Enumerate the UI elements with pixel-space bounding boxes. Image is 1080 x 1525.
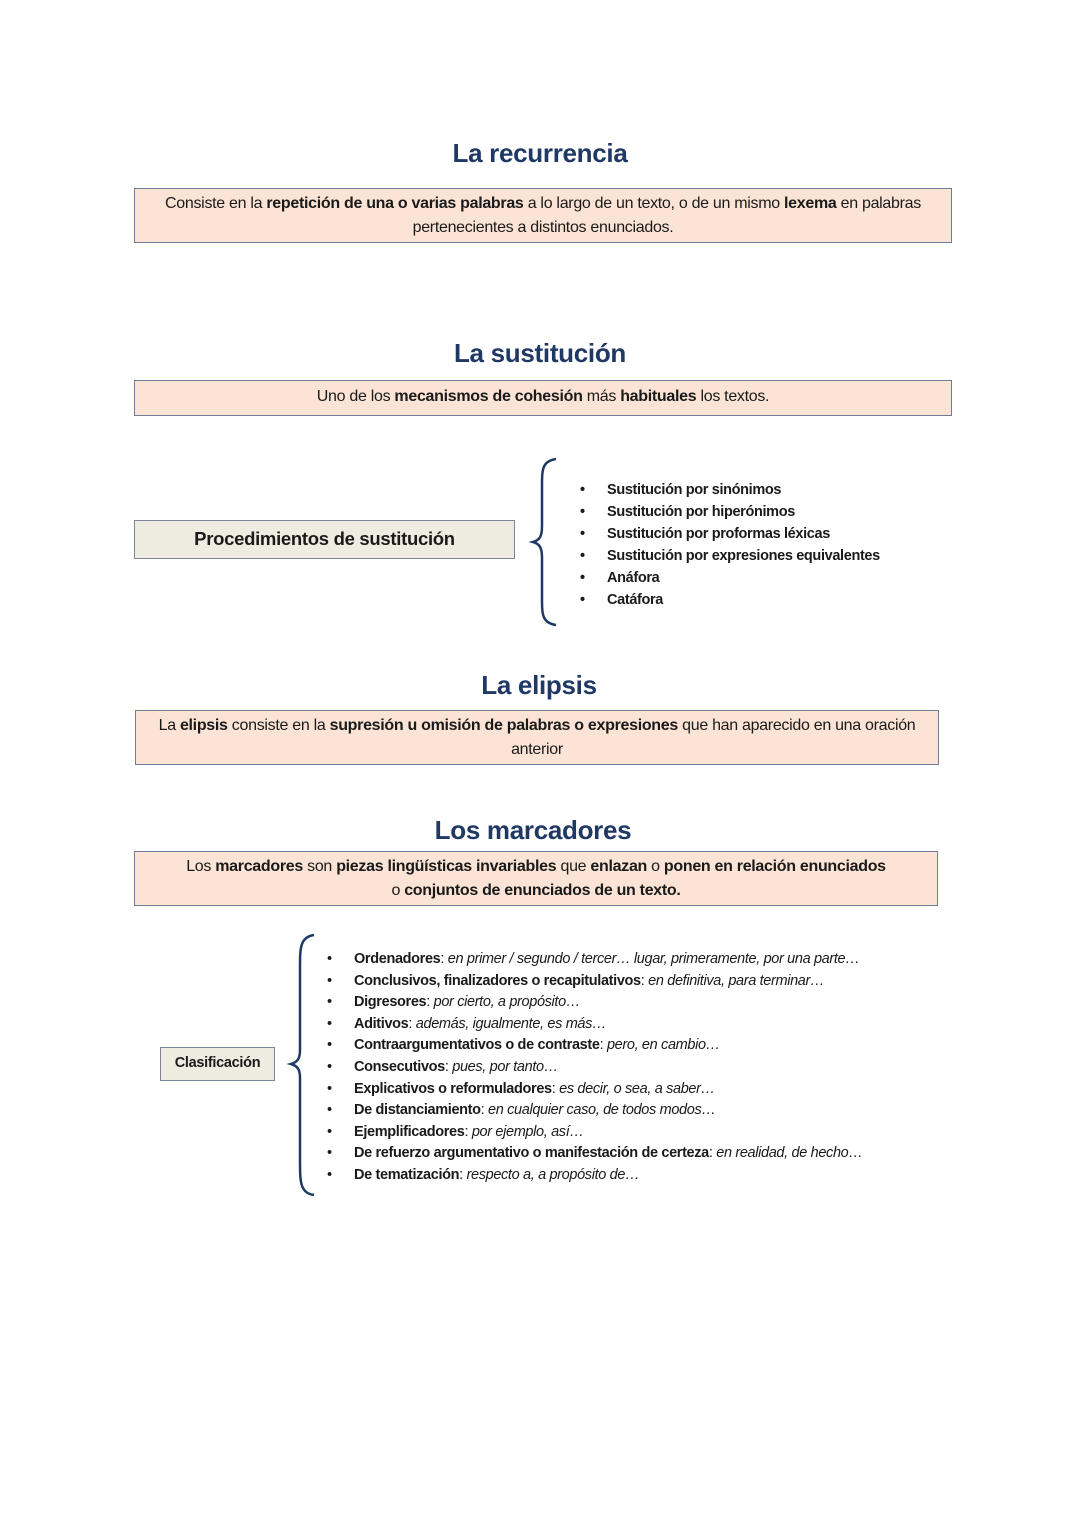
bold-text: conjuntos de enunciados de un texto. (404, 882, 681, 899)
list-item: • De refuerzo argumentativo o manifestación de certeza: en realidad, de hecho… (354, 1143, 863, 1165)
marker-type: De refuerzo argumentativo o manifestación de certeza (354, 1145, 709, 1162)
text: a lo largo de un texto, o de un mismo (523, 195, 785, 212)
text: Consiste en la (165, 195, 267, 212)
list-item: • Explicativos o reformuladores: es decir, o sea, a saber… (354, 1079, 863, 1101)
bold-text: lexema (784, 195, 837, 212)
list-item: • Contraargumentativos o de contraste: pero, en cambio… (354, 1035, 863, 1057)
list-item: • Sustitución por hiperónimos (607, 501, 880, 523)
bold-text: mecanismos de cohesión (394, 388, 583, 405)
list-item: • Aditivos: además, igualmente, es más… (354, 1014, 863, 1036)
marcadores-definition (134, 851, 938, 906)
marker-examples: en definitiva, para terminar… (648, 972, 825, 989)
bold-text: enlazan (590, 858, 648, 875)
brace-icon (528, 456, 560, 628)
text: o (647, 858, 664, 875)
marker-type: Conclusivos, finalizadores o recapitulativos (354, 972, 641, 989)
bold-text: repetición de una o varias palabras (266, 195, 524, 212)
marker-type: De distanciamiento (354, 1102, 481, 1119)
sustitucion-definition (134, 380, 952, 416)
text: o (391, 882, 405, 899)
list-item: • Conclusivos, finalizadores o recapitulativos: en definitiva, para terminar… (354, 971, 863, 993)
procedures-list (607, 479, 880, 611)
text: son (302, 858, 337, 875)
bold-text: piezas lingüísticas invariables (336, 858, 557, 875)
list-item: • Sustitución por expresiones equivalentes (607, 545, 880, 567)
marker-examples: en realidad, de hecho… (716, 1145, 863, 1162)
marker-examples: en primer / segundo / tercer… lugar, primeramente, por una parte… (447, 951, 860, 967)
marker-examples: pues, por tanto… (452, 1058, 558, 1075)
text: La (158, 717, 180, 734)
marker-type: Consecutivos (354, 1058, 445, 1075)
text: Uno de los (316, 388, 395, 405)
text: consiste en la (227, 717, 330, 734)
marker-type: Explicativos o reformuladores (354, 1080, 552, 1097)
list-item: • Anáfora (607, 567, 880, 589)
classification-label: Clasificación (160, 1047, 275, 1081)
text: más (582, 388, 621, 405)
list-item: • De tematización: respecto a, a propósito de… (354, 1165, 863, 1187)
bold-text: elipsis (179, 717, 228, 734)
sustitucion-title: La sustitución (453, 338, 627, 368)
list-item: • Digresores: por cierto, a propósito… (354, 992, 863, 1014)
text: los textos. (696, 388, 770, 405)
brace-icon (286, 932, 318, 1198)
marker-examples: por cierto, a propósito… (433, 994, 580, 1011)
list-item: • Consecutivos: pues, por tanto… (354, 1057, 863, 1079)
marker-type: Contraargumentativos o de contraste (354, 1037, 600, 1054)
bold-text: marcadores (215, 858, 303, 875)
marker-type: De tematización (354, 1166, 460, 1183)
list-item: • Sustitución por proformas léxicas (607, 523, 880, 545)
marker-examples: en cualquier caso, de todos modos… (488, 1102, 716, 1119)
marker-type: Ordenadores (354, 951, 441, 967)
text: en palabras pertenecientes a distintos enunciados. (412, 195, 921, 236)
marker-examples: por ejemplo, así… (471, 1123, 584, 1140)
bold-text: habituales (620, 388, 697, 405)
marker-type: Ejemplificadores (354, 1123, 465, 1140)
elipsis-definition (135, 710, 939, 765)
marker-examples: respecto a, a propósito de… (466, 1166, 640, 1183)
marker-type: Digresores (354, 994, 427, 1011)
text: Los (186, 858, 216, 875)
marcadores-title: Los marcadores (434, 815, 632, 845)
recurrencia-definition (134, 188, 952, 243)
text: que (556, 858, 591, 875)
marker-examples: además, igualmente, es más… (415, 1015, 607, 1032)
procedures-label: Procedimientos de sustitución (134, 520, 515, 559)
bold-text: ponen en relación enunciados (663, 858, 886, 875)
bold-text: supresión u omisión de palabras o expresiones (329, 717, 678, 734)
recurrencia-title: La recurrencia (452, 138, 628, 168)
list-item: • Catáfora (607, 589, 880, 611)
elipsis-title: La elipsis (481, 670, 597, 700)
marker-examples: es decir, o sea, a saber… (559, 1080, 715, 1097)
list-item: • Ordenadores: en primer / segundo / tercer… lugar, primeramente, por una parte… (354, 949, 863, 971)
list-item: • Sustitución por sinónimos (607, 479, 880, 501)
list-item: • De distanciamiento: en cualquier caso, de todos modos… (354, 1100, 863, 1122)
marker-examples: pero, en cambio… (606, 1037, 720, 1054)
list-item: • Ejemplificadores: por ejemplo, así… (354, 1122, 863, 1144)
text: que han aparecido en una oración anterior (511, 717, 916, 758)
marker-type: Aditivos (354, 1015, 409, 1032)
classification-list (354, 949, 863, 1187)
